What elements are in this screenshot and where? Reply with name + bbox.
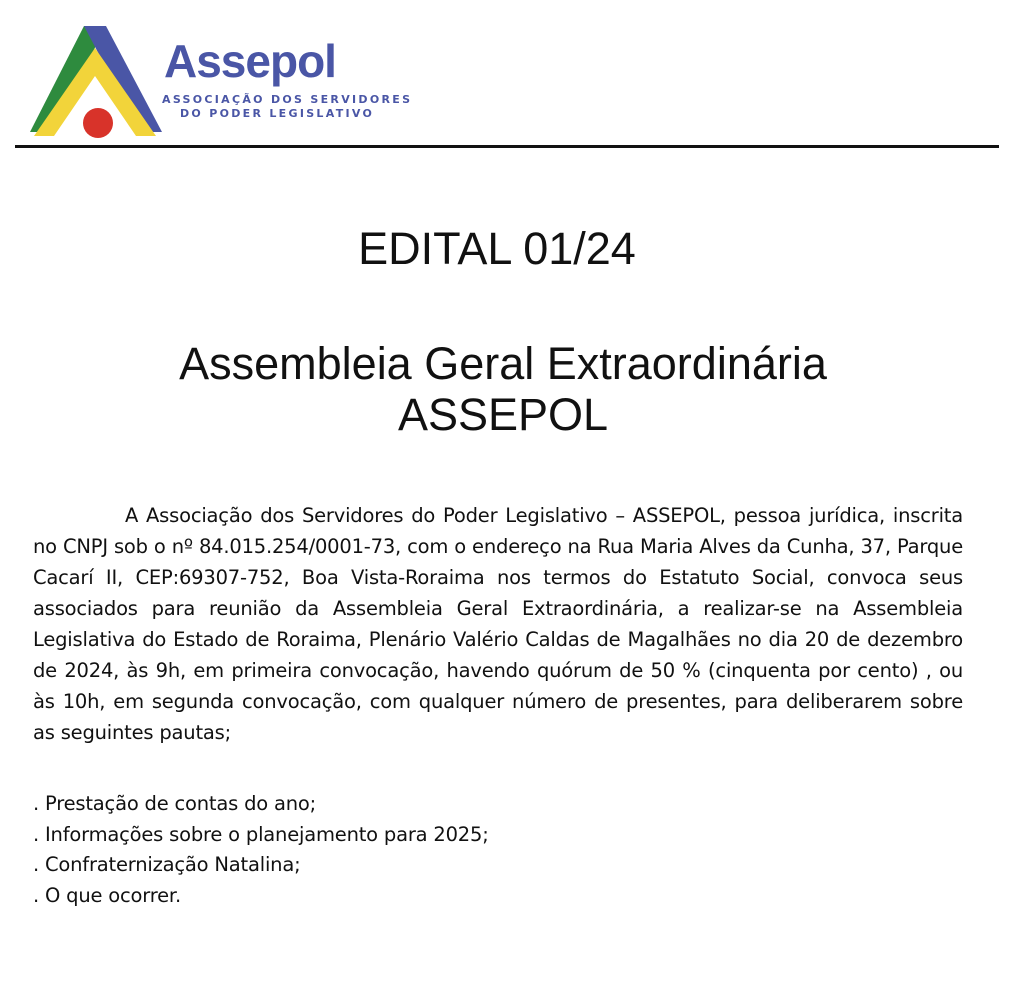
logo-red-sun	[83, 108, 113, 138]
convocation-paragraph: A Associação dos Servidores do Poder Legislativo – ASSEPOL, pessoa jurídica, inscrita no CNPJ sob o nº 84.015.254/0001-73, com o endereço na Rua Maria Alves da Cunha, 37, Parque Cacarí II, CEP:69307-752, Boa Vista-Roraima nos termos do Estatuto Social, convoca seus associados para reunião da Assembleia Geral Extraordinária, a realizar-se na Assembleia Legislativa do Estado de Roraima, Plenário Valério Caldas de Magalhães no dia 20 de dezembro de 2024, às 9h, em primeira convocação, havendo quórum de 50 % (cinquenta por cento) , ou às 10h, em segunda convocação, com qualquer número de presentes, para deliberarem sobre as seguintes pautas;	[33, 504, 963, 744]
agenda-list	[33, 789, 489, 911]
brand-name: Assepol	[164, 35, 336, 87]
title-line-1: Assembleia Geral Extraordinária	[179, 338, 827, 389]
document-title	[0, 338, 1006, 440]
title-line-2: ASSEPOL	[397, 389, 609, 440]
document-header	[0, 0, 1024, 150]
agenda-item: . O que ocorrer.	[33, 883, 181, 907]
brand-subtitle-line2: DO PODER LEGISLATIVO	[180, 107, 375, 120]
brand-subtitle-line1: ASSOCIAÇÃO DOS SERVIDORES	[162, 93, 413, 106]
agenda-item: . Informações sobre o planejamento para 2025;	[33, 822, 489, 846]
edital-number: EDITAL 01/24	[358, 223, 636, 274]
assepol-triangle-logo-icon	[28, 22, 168, 142]
agenda-item: . Prestação de contas do ano;	[33, 792, 317, 815]
agenda-item: . Confraternização Natalina;	[33, 853, 301, 876]
header-divider	[15, 145, 999, 148]
